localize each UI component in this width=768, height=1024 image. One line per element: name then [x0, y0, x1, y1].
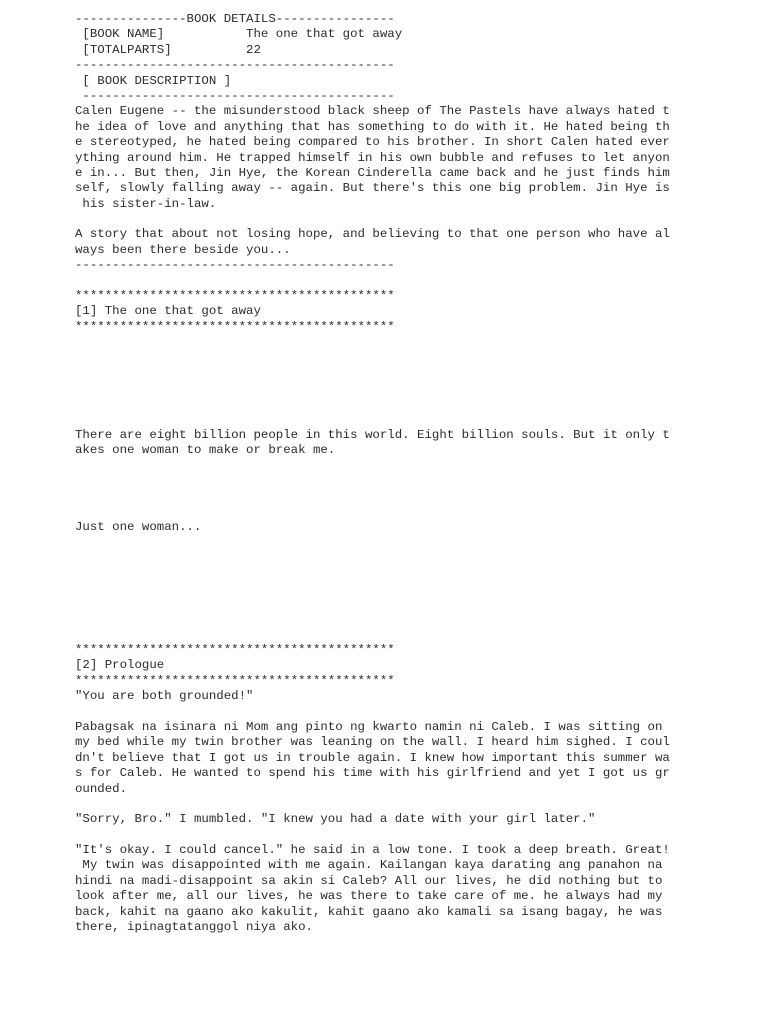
text-line: self, slowly falling away -- again. But there's this one big problem. Jin Hye is [75, 181, 670, 196]
text-line: dn't believe that I got us in trouble again. I knew how important this summer wa [75, 750, 670, 765]
blank-line [75, 489, 695, 504]
blank-line [75, 366, 695, 381]
text-line: ---------------BOOK DETAILS---------------- [75, 12, 395, 26]
blank-line [75, 381, 695, 396]
text-line: e stereotyped, he hated being compared to his brother. In short Calen hated ever [75, 135, 670, 150]
text-line: ******************************************* [75, 319, 395, 334]
blank-line [75, 335, 695, 350]
text-line: Pabagsak na isinara ni Mom ang pinto ng kwarto namin ni Caleb. I was sitting on [75, 719, 663, 734]
blank-line [75, 397, 695, 412]
text-line: "You are both grounded!" [75, 689, 254, 704]
text-line: ways been there beside you... [75, 242, 291, 257]
text-line: My twin was disappointed with me again. Kailangan kaya darating ang panahon na [75, 858, 663, 873]
text-line: [TOTALPARTS] 22 [75, 42, 261, 57]
document-body [75, 12, 695, 935]
text-line: [2] Prologue [75, 658, 165, 673]
text-line: ******************************************* [75, 673, 395, 688]
text-line: [ BOOK DESCRIPTION ] [75, 73, 232, 88]
blank-line [75, 566, 695, 581]
blank-line [75, 828, 695, 843]
text-line: There are eight billion people in this world. Eight billion souls. But it only t [75, 427, 670, 442]
text-line: look after me, all our lives, he was there to take care of me. he always had my [75, 889, 663, 904]
text-line: Calen Eugene -- the misunderstood black sheep of The Pastels have always hated t [75, 104, 670, 119]
blank-line [75, 274, 695, 289]
blank-line [75, 628, 695, 643]
blank-line [75, 597, 695, 612]
text-line: ------------------------------------------- [75, 258, 395, 273]
blank-line [75, 612, 695, 627]
text-line: his sister-in-law. [75, 196, 217, 211]
blank-line [75, 212, 695, 227]
text-line: there, ipinagtatanggol niya ako. [75, 920, 313, 935]
blank-line [75, 581, 695, 596]
text-line: hindi na madi-disappoint sa akin si Caleb? All our lives, he did nothing but to [75, 873, 663, 888]
text-line: ounded. [75, 781, 128, 796]
text-line: "Sorry, Bro." I mumbled. "I knew you had a date with your girl later." [75, 812, 596, 827]
blank-line [75, 505, 695, 520]
text-line: ******************************************* [75, 643, 395, 658]
text-line: s for Caleb. He wanted to spend his time with his girlfriend and yet I got us gr [75, 766, 670, 781]
text-line: [1] The one that got away [75, 304, 261, 319]
text-line: ------------------------------------------ [75, 88, 395, 103]
blank-line [75, 412, 695, 427]
text-line: [BOOK NAME] The one that got away [75, 27, 403, 42]
text-line: e in... But then, Jin Hye, the Korean Cinderella came back and he just finds him [75, 165, 670, 180]
text-line: Just one woman... [75, 519, 202, 534]
text-line: he idea of love and anything that has something to do with it. He hated being th [75, 119, 670, 134]
text-line: A story that about not losing hope, and believing to that one person who have al [75, 227, 670, 242]
text-line: ------------------------------------------- [75, 58, 395, 73]
text-line: ******************************************* [75, 289, 395, 304]
blank-line [75, 474, 695, 489]
text-line: "It's okay. I could cancel." he said in a low tone. I took a deep breath. Great! [75, 843, 670, 858]
text-line: back, kahit na gaano ako kakulit, kahit gaano ako kamali sa isang bagay, he was [75, 904, 663, 919]
text-line: ything around him. He trapped himself in his own bubble and refuses to let anyon [75, 150, 670, 165]
text-line: akes one woman to make or break me. [75, 442, 336, 457]
blank-line [75, 458, 695, 473]
blank-line [75, 705, 695, 720]
blank-line [75, 535, 695, 550]
blank-line [75, 351, 695, 366]
text-line: my bed while my twin brother was leaning on the wall. I heard him sighed. I coul [75, 735, 670, 750]
blank-line [75, 797, 695, 812]
blank-line [75, 551, 695, 566]
